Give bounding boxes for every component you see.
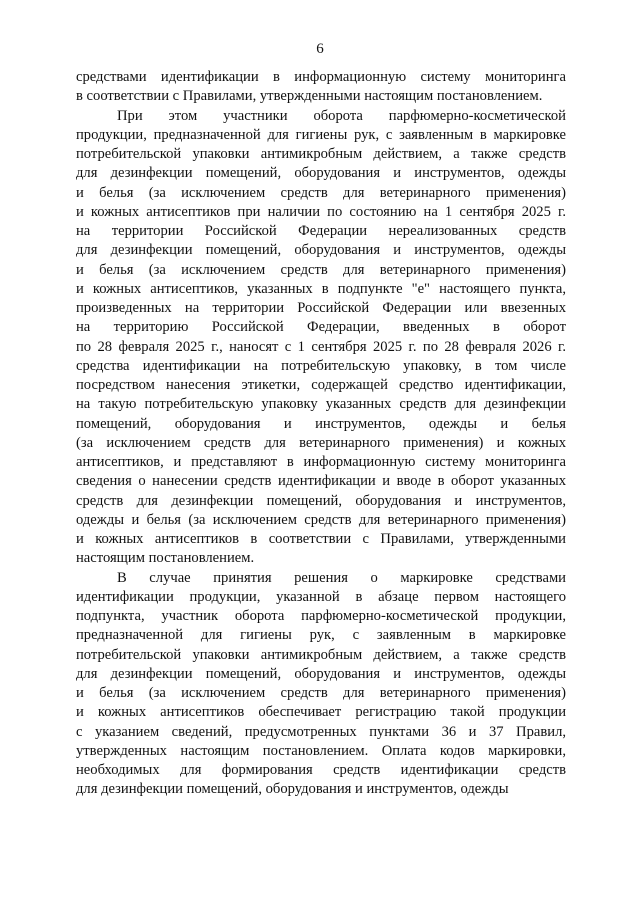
text-line: При этом участники оборота парфюмерно-косметической (117, 107, 566, 124)
text-line: для дезинфекции помещений, оборудования и инструментов, одежды (76, 781, 509, 798)
text-line: и белья (за исключением средств для ветеринарного применения) (76, 685, 566, 701)
text-line: средства идентификации на потребительскую упаковку, в том числе (76, 357, 566, 374)
text-line: В случае принятия решения о маркировке средствами (117, 569, 566, 586)
text-line: предназначенной для гигиены рук, с заявленным в маркировке (76, 627, 566, 644)
text-line: и кожных антисептиков в соответствии с Правилами, утвержденными (76, 531, 566, 547)
text-line: средствами идентификации в информационную систему мониторинга (76, 69, 566, 85)
paragraph (76, 569, 566, 800)
text-line: посредством нанесения этикетки, содержащей средство идентификации, (76, 377, 566, 393)
text-line: для дезинфекции помещений, оборудования и инструментов, одежды (76, 165, 566, 182)
paragraph (76, 107, 566, 569)
text-line: на территории Российской Федерации нереализованных средств (76, 223, 566, 239)
text-line: и кожных антисептиков, указанных в подпункте "е" настоящего пункта, (76, 280, 566, 297)
text-line: в соответствии с Правилами, утвержденными настоящим постановлением. (76, 88, 543, 105)
page-number: 6 (316, 41, 324, 57)
text-line: настоящим постановлением. (76, 550, 255, 567)
text-line: с указанием сведений, предусмотренных пунктами 36 и 37 Правил, (76, 723, 566, 740)
paragraph (76, 68, 566, 107)
text-line: необходимых для формирования средств идентификации средств (76, 762, 566, 778)
text-line: для дезинфекции помещений, оборудования и инструментов, одежды (76, 665, 566, 682)
text-line: и белья (за исключением средств для ветеринарного применения) (76, 261, 566, 278)
text-line: произведенных на территории Российской Федерации или ввезенных (76, 300, 566, 316)
text-line: подпункта, участник оборота парфюмерно-косметической продукции, (76, 608, 566, 624)
text-line: одежды и белья (за исключением средств для ветеринарного применения) (76, 511, 566, 528)
text-line: сведения о нанесении средств идентификации и вводе в оборот указанных (76, 473, 566, 490)
text-line: потребительской упаковки антимикробным действием, а также средств (76, 646, 566, 663)
document-body (76, 68, 566, 800)
text-line: (за исключением средств для ветеринарного применения) и кожных (76, 434, 566, 451)
text-line: для дезинфекции помещений, оборудования и инструментов, одежды (76, 242, 566, 259)
text-line: идентификации продукции, указанной в абзаце первом настоящего (76, 588, 566, 605)
text-line: и белья (за исключением средств для ветеринарного применения) (76, 184, 566, 201)
text-line: антисептиков, и представляют в информационную систему мониторинга (76, 454, 566, 470)
text-line: на территорию Российской Федерации, введенных в оборот (76, 319, 566, 336)
text-line: потребительской упаковки антимикробным действием, а также средств (76, 146, 566, 162)
text-line: и кожных антисептиков обеспечивает регистрацию такой продукции (76, 704, 566, 721)
text-line: помещений, оборудования и инструментов, одежды и белья (76, 415, 566, 432)
text-line: средств для дезинфекции помещений, оборудования и инструментов, (76, 492, 566, 509)
text-line: на такую потребительскую упаковку указанных средств для дезинфекции (76, 396, 566, 413)
text-line: по 28 февраля 2025 г., наносят с 1 сентября 2025 г. по 28 февраля 2026 г. (76, 338, 566, 355)
text-line: продукции, предназначенной для гигиены рук, с заявленным в маркировке (76, 126, 566, 143)
text-line: и кожных антисептиков при наличии по состоянию на 1 сентября 2025 г. (76, 203, 566, 220)
text-line: утвержденных настоящим постановлением. Оплата кодов маркировки, (76, 742, 566, 759)
